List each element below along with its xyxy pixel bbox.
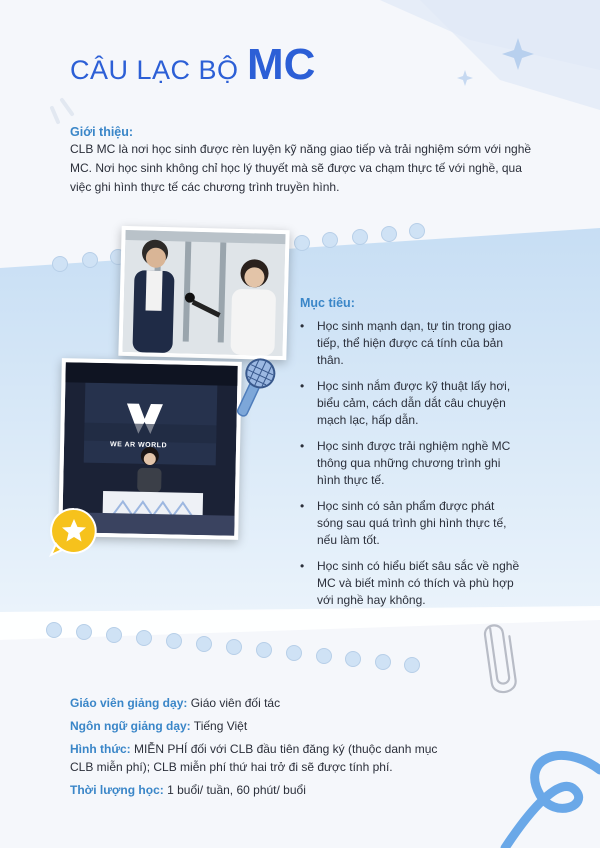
page-title-prefix: CÂU LẠC BỘ <box>70 55 239 85</box>
teacher-value: Giáo viên đối tác <box>187 696 281 710</box>
microphone-icon <box>232 352 276 422</box>
intro-text: CLB MC là nơi học sinh được rèn luyện kỹ năng giao tiếp và trải nghiệm sớm với nghề MC. Nơi học sinh không chỉ học lý thuyết mà sẽ được va chạm thực tế với nghề, qua việc ghi hình thực tế các chương trình truyền hình. <box>70 142 532 194</box>
goal-item: • Học sinh nắm được kỹ thuật lấy hơi, biểu cảm, cách dẫn dắt câu chuyện mạch lạc, hấp dẫn. <box>300 378 522 429</box>
goals-label: Mục tiêu: <box>300 296 355 310</box>
goal-item: • Học sinh có sản phẩm được phát sóng sau quá trình ghi hình thực tế, nếu làm tốt. <box>300 498 522 549</box>
teacher-label: Giáo viên giảng dạy: <box>70 696 188 710</box>
format-row <box>70 740 440 776</box>
studio-sign-text: WE AR WORLD <box>110 441 168 450</box>
goal-item: • Học sinh mạnh dạn, tự tin trong giao tiếp, thể hiện được cá tính của bản thân. <box>300 318 522 369</box>
goals-list <box>300 318 522 618</box>
intro-label: Giới thiệu: <box>70 125 134 139</box>
goal-item: • Học sinh được trải nghiệm nghề MC thông qua những chương trình ghi hình thực tế. <box>300 438 522 489</box>
duration-row <box>70 781 470 799</box>
duration-value: 1 buổi/ tuần, 60 phút/ buổi <box>163 783 306 797</box>
format-value: MIỄN PHÍ đối với CLB đầu tiên đăng ký (thuộc danh mục CLB miễn phí); CLB miễn phí thứ hai trở đi sẽ được tính phí. <box>70 742 438 774</box>
format-label: Hình thức: <box>70 742 131 756</box>
star-badge-icon <box>48 506 100 558</box>
duration-label: Thời lượng học: <box>70 783 164 797</box>
goal-item: • Học sinh có hiểu biết sâu sắc về nghề MC và biết mình có thích và phù hợp với nghề hay không. <box>300 558 522 609</box>
interview-photo <box>118 226 289 360</box>
language-row <box>70 717 470 735</box>
teacher-row <box>70 694 470 712</box>
language-label: Ngôn ngữ giảng dạy: <box>70 719 191 733</box>
language-value: Tiếng Việt <box>190 719 248 733</box>
page-title-main: MC <box>247 40 316 89</box>
page-title <box>70 40 315 90</box>
